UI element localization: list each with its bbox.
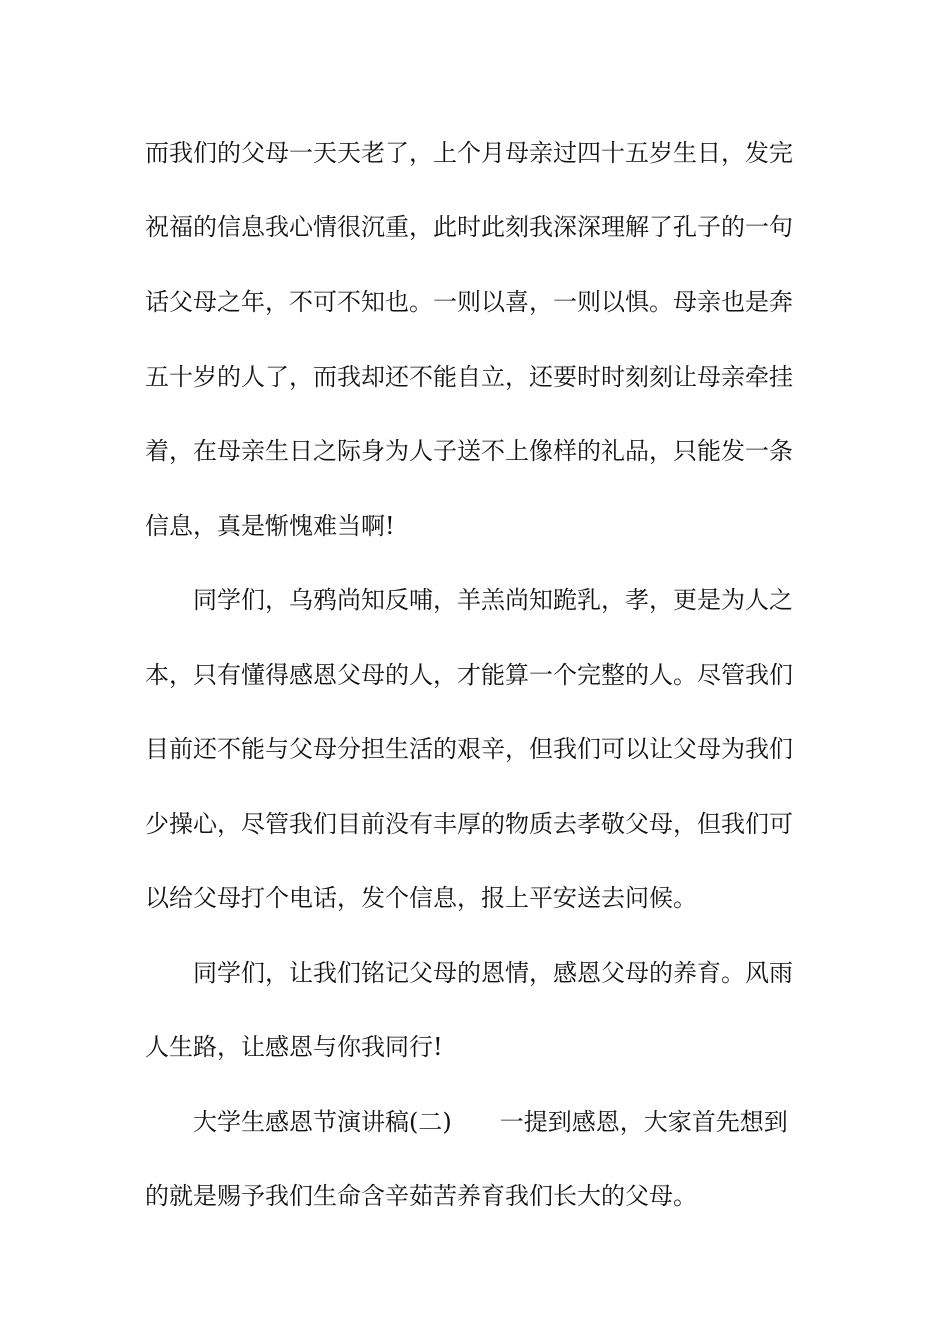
text-line: 目前还不能与父母分担生活的艰辛，但我们可以让父母为我们: [145, 735, 793, 763]
text-line: 人生路，让感恩与你我同行!: [145, 1033, 443, 1061]
text-line: 少操心，尽管我们目前没有丰厚的物质去孝敬父母，但我们可: [145, 810, 793, 838]
text-line: 以给父母打个电话，发个信息，报上平安送去问候。: [145, 884, 697, 912]
section-heading-line: 大学生感恩节演讲稿(二) 一提到感恩，大家首先想到: [193, 1108, 788, 1136]
text-line: 而我们的父母一天天老了，上个月母亲过四十五岁生日，发完: [145, 139, 793, 167]
text-line: 话父母之年，不可不知也。一则以喜，一则以惧。母亲也是奔: [145, 288, 793, 316]
paragraph-first-line: 同学们，让我们铭记父母的恩情，感恩父母的养育。风雨: [193, 959, 793, 987]
text-line: 祝福的信息我心情很沉重，此时此刻我深深理解了孔子的一句: [145, 213, 793, 241]
text-line: 的就是赐予我们生命含辛茹苦养育我们长大的父母。: [145, 1182, 697, 1210]
paragraph-first-line: 同学们，乌鸦尚知反哺，羊羔尚知跪乳，孝，更是为人之: [193, 586, 793, 614]
text-line: 本，只有懂得感恩父母的人，才能算一个完整的人。尽管我们: [145, 661, 793, 689]
text-line: 五十岁的人了，而我却还不能自立，还要时时刻刻让母亲牵挂: [145, 363, 793, 391]
text-line: 着，在母亲生日之际身为人子送不上像样的礼品，只能发一条: [145, 437, 793, 465]
text-line: 信息，真是惭愧难当啊!: [145, 512, 395, 540]
